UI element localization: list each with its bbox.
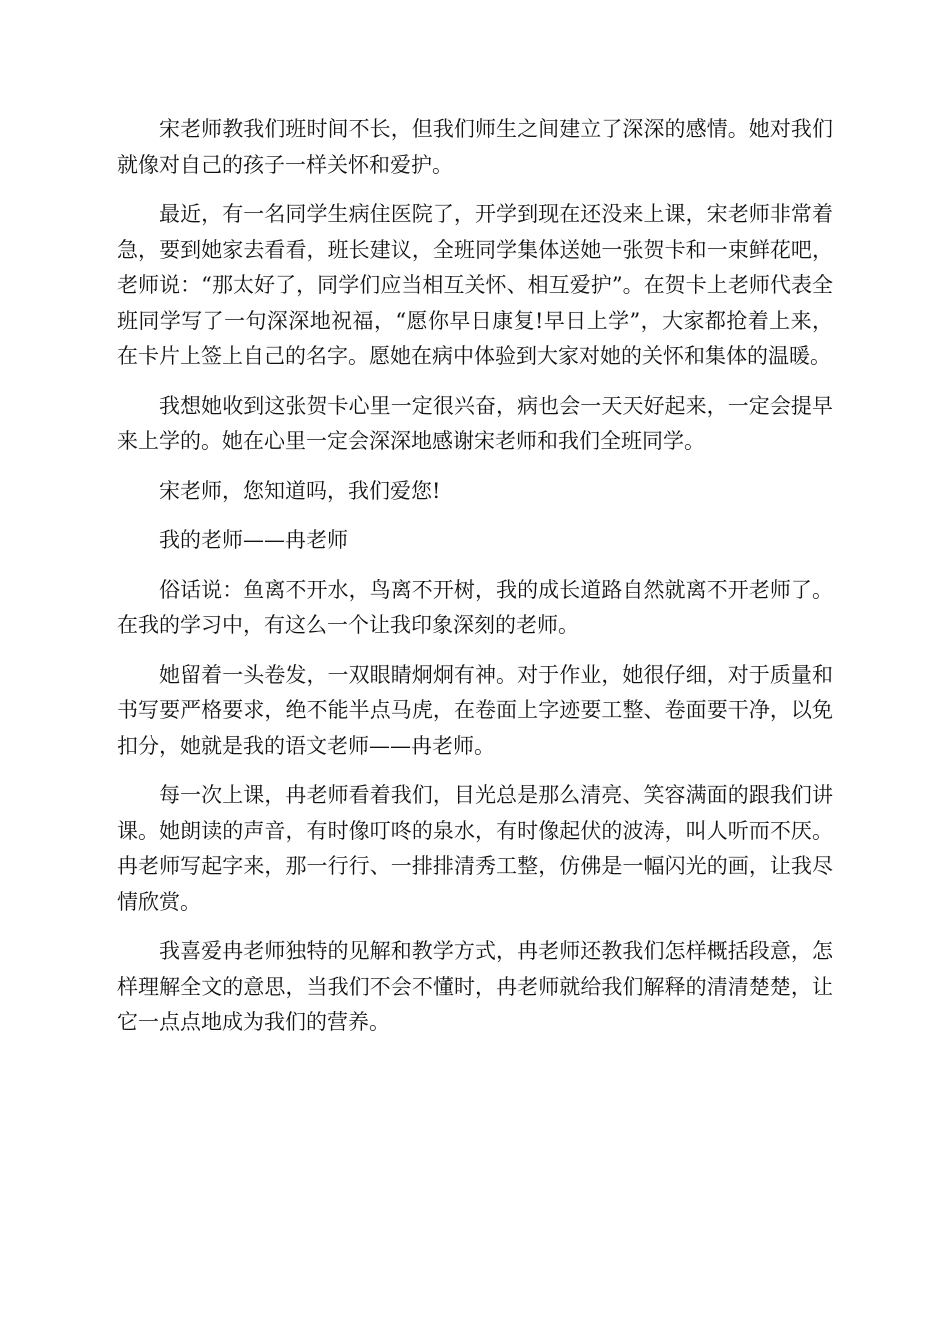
document-body (117, 112, 833, 1055)
section-heading: 我的老师——冉老师 (159, 528, 348, 552)
paragraph: 我想她收到这张贺卡心里一定很兴奋，病也会一天天好起来，一定会提早来上学的。她在心里一定会深深地感谢宋老师和我们全班同学。 (117, 393, 833, 453)
paragraph: 我喜爱冉老师独特的见解和教学方式，冉老师还教我们怎样概括段意，怎样理解全文的意思，当我们不会不懂时，冉老师就给我们解释的清清楚楚，让它一点点地成为我们的营养。 (117, 939, 833, 1034)
paragraph: 宋老师教我们班时间不长，但我们师生之间建立了深深的感情。她对我们就像对自己的孩子一样关怀和爱护。 (117, 117, 833, 177)
paragraph: 俗话说：鱼离不开水，鸟离不开树，我的成长道路自然就离不开老师了。在我的学习中，有这么一个让我印象深刻的老师。 (117, 577, 833, 637)
paragraph: 她留着一头卷发，一双眼睛炯炯有神。对于作业，她很仔细，对于质量和书写要严格要求，绝不能半点马虎，在卷面上字迹要工整、卷面要干净，以免扣分，她就是我的语文老师——冉老师。 (117, 662, 833, 758)
paragraph: 每一次上课，冉老师看着我们，目光总是那么清亮、笑容满面的跟我们讲课。她朗读的声音，有时像叮咚的泉水，有时像起伏的波涛，叫人听而不厌。冉老师写起字来，那一行行、一排排清秀工整，仿佛是一幅闪光的画，让我尽情欣赏。 (117, 783, 833, 914)
paragraph: 宋老师，您知道吗，我们爱您! (159, 478, 441, 503)
paragraph: 最近，有一名同学生病住医院了，开学到现在还没来上课，宋老师非常着急，要到她家去看看，班长建议，全班同学集体送她一张贺卡和一束鲜花吧，老师说：“那太好了，同学们应当相互关怀、相互爱护”。在贺卡上老师代表全班同学写了一句深深地祝福，“愿你早日康复!早日上学”，大家都抢着上来，在卡片上签上自己的名字。愿她在病中体验到大家对她的关怀和集体的温暖。 (117, 202, 833, 368)
